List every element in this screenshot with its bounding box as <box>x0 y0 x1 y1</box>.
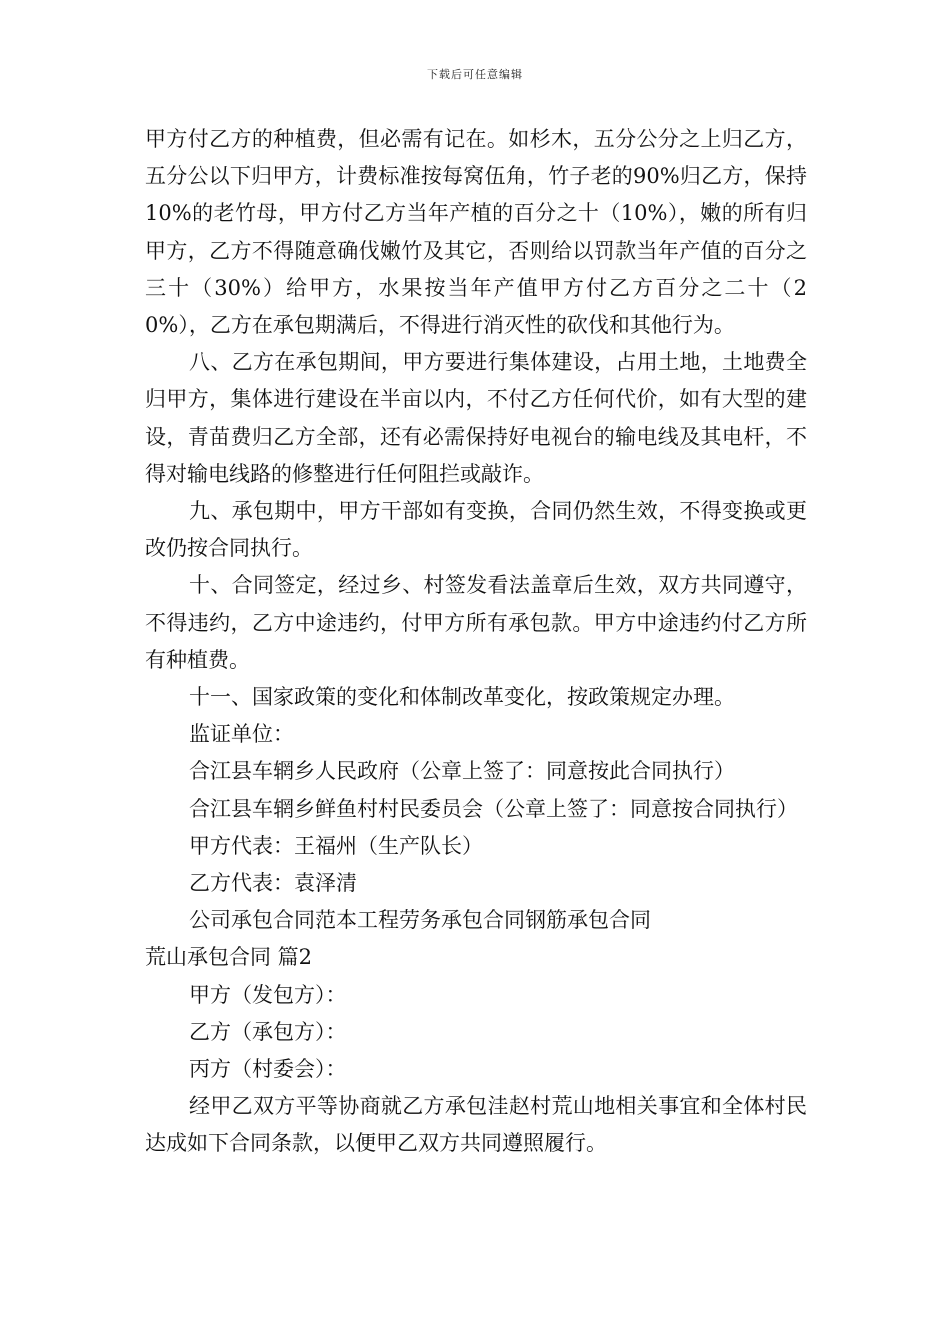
party-b-representative: 乙方代表：袁泽清 <box>189 871 357 896</box>
page-header: 下载后可任意编辑 <box>427 68 523 81</box>
party-b-field: 乙方（承包方）： <box>189 1019 347 1044</box>
section-title: 荒山承包合同 篇2 <box>145 945 313 970</box>
paragraph-planting-fee: 甲方付乙方的种植费，但必需有记在。如杉木，五分公分之上归乙方，五分公以下归甲方，计费标准按每窝伍角，竹子老的90%归乙方，保持10%的老竹母，甲方付乙方当年产植的百分之十（10%），嫩的所有归甲方，乙方不得随意确伐嫩竹及其它，否则给以罚款当年产值的百分之三十（30%）给甲方，水果按当年产值甲方付乙方百分之二十（20%），乙方在承包期满后，不得进行消灭性的砍伐和其他行为。 <box>145 127 807 338</box>
document-body <box>145 121 807 1163</box>
related-contracts-line: 公司承包合同范本工程劳务承包合同钢筋承包合同 <box>189 908 651 933</box>
party-a-field: 甲方（发包方）： <box>189 982 347 1007</box>
supervising-unit-township: 合江县车辋乡人民政府（公章上签了：同意按此合同执行） <box>189 759 735 784</box>
supervising-unit-label: 监证单位： <box>189 722 294 747</box>
paragraph-clause-9: 九、承包期中，甲方干部如有变换，合同仍然生效，不得变换或更改仍按合同执行。 <box>145 499 807 561</box>
paragraph-clause-8: 八、乙方在承包期间，甲方要进行集体建设，占用土地，土地费全归甲方，集体进行建设在半亩以内，不付乙方任何代价，如有大型的建设，青苗费归乙方全部，还有必需保持好电视台的输电线及其电杆，不得对输电线路的修整进行任何阻拦或敲诈。 <box>145 350 807 486</box>
paragraph-clause-10: 十、合同签定，经过乡、村签发看法盖章后生效，双方共同遵守，不得违约，乙方中途违约，付甲方所有承包款。甲方中途违约付乙方所有种植费。 <box>145 573 807 672</box>
party-c-field: 丙方（村委会）： <box>189 1057 347 1082</box>
supervising-unit-village: 合江县车辋乡鲜鱼村村民委员会（公章上签了：同意按合同执行） <box>189 796 798 821</box>
paragraph-clause-11: 十一、国家政策的变化和体制改革变化，按政策规定办理。 <box>189 685 735 710</box>
party-a-representative: 甲方代表：王福州（生产队长） <box>189 833 483 858</box>
paragraph-preamble: 经甲乙双方平等协商就乙方承包洼赵村荒山地相关事宜和全体村民达成如下合同条款，以便甲乙双方共同遵照履行。 <box>145 1094 807 1156</box>
